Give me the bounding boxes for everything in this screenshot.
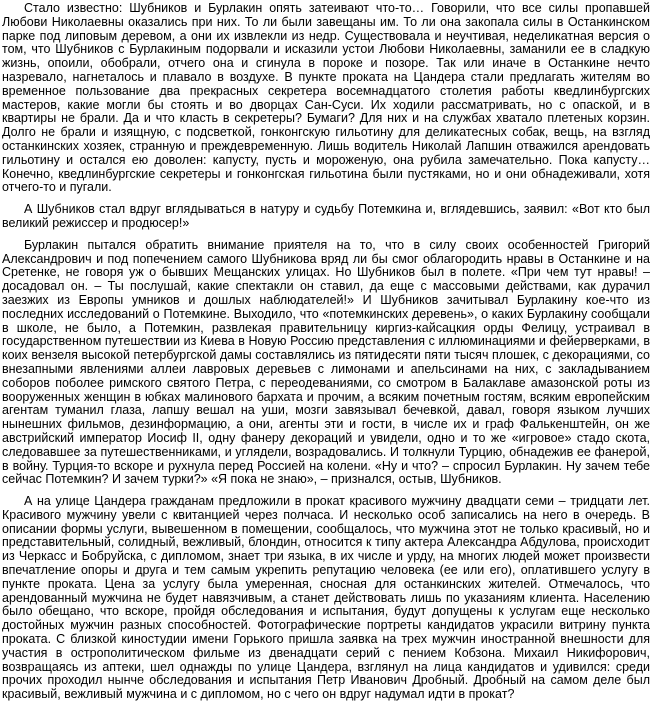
paragraph-3: Бурлакин пытался обратить внимание приятеля на то, что в силу своих особенностей Григорий Александрович и под попечением самого Шубникова вряд ли бы смог облагородить нравы в Останкине и на Сретенке, не говоря уж о бывших Мещанских улицах. Но Шубников был в полете. «При чем тут нравы! – досадовал он. – Ты послушай, какие спектакли он ставил, да еще с массовыми действами, как дурачил заезжих из Европы умников и дошлых наблюдателей!» И Шубников зачитывал Бурлакину кое-что из последних исследований о Потемкине. Выходило, что «потемкинских деревень», о каких Бурлакину сообщали в школе, не было, а Потемкин, развлекая правительницу киргиз-кайсацкия орды Фелицу, устраивал в государственном путешествии из Киева в Новую Россию представления с иллюминациями и фейерверками, в коих вензеля высокой петербургской дамы составлялись из пятидесяти пяти тысяч плошек, с декорациями, со внезапными явлениями аллеи лавровых деревьев с лимонами и апельсинами на них, с закладыванием соборов поболее римского святого Петра, с переодеваниями, со смотром в Балаклаве амазонской роты из вооруженных женщин в юбках малинового бархата и прочим, а всяким почетным гостям, всяким европейским агентам туманил глаза, лапшу вешал на уши, мозги завязывал бечевкой, давал, говоря языком лучших нынешних фильмов, дезинформацию, а они, агенты эти и гости, в числе их и граф Фалькенштейн, он же австрийский император Иосиф II, одну фанеру декораций и увидели, одно и то же «игровое» стадо скота, следовавшее за путешественниками, и углядели, возрадовались. И толкнули Турцию, обнадежив ее фанерой, в войну. Турция-то вскоре и рухнула перед Россией на колени. «Ну и что? – спросил Бурлакин. Ну зачем тебе сейчас Потемкин? И зачем турки?» «Я пока не знаю», – признался, остыв, Шубников. xyxy=(2,237,650,487)
paragraph-1: Стало известно: Шубников и Бурлакин опять затеивают что-то… Говорили, что все силы пропавшей Любови Николаевны оказались при них. То ли были завещаны им. То ли она закопала силы в Останкинском парке под липовым деревом, а они их извлекли из недр. Существовала и неучтивая, неделикатная версия о том, что Шубников с Бурлакиным подорвали и исказили устои Любови Николаевны, заманили ее в сладкую жизнь, опоили, обобрали, отчего она и сгинула в пороке и позоре. Так или иначе в Останкине нечто назревало, нагнеталось и плавало в воздухе. В пункте проката на Цандера стали предлагать жителям во временное пользование два прекрасных секретера восемнадцатого столетия работы кведлинбургских мастеров, какие могли бы стоять и во дворцах Сан-Суси. Их ходили рассматривать, но с опаской, и в квартиры не брали. Да и что класть в секретеры? Бумаги? Для них и на службах хватало плетеных корзин. Долго не брали и изящную, с подсветкой, гонконгскую гильотину для деликатесных собак, вещь, на взгляд останкинских хозяек, странную и преждевременную. Лишь водитель Николай Лапшин отважился арендовать гильотину и остался ею доволен: капусту, пусть и мороженую, она рубила замечательно. Пока капусту… Конечно, кведлинбургские секретеры и гонконгская гильотина были пустяками, но и они обнадеживали, хотя отчего-то и пугали. xyxy=(2,1,650,195)
paragraph-2: А Шубников стал вдруг вглядываться в натуру и судьбу Потемкина и, вглядевшись, заявил: «Вот кто был великий режиссер и продюсер!» xyxy=(2,202,650,230)
paragraph-4: А на улице Цандера гражданам предложили в прокат красивого мужчину двадцати семи – тридцати лет. Красивого мужчину увели с квитанцией через полчаса. И несколько особ записались на него в очередь. В описании формы услуги, вывешенном в помещении, сообщалось, что мужчина этот не только красивый, но и представительный, солидный, вежливый, блондин, относится к типу актера Александра Абдулова, происходит из Черкасс и Бобруйска, с дипломом, знает три языка, в их числе и урду, на многих людей может произвести впечатление опоры и друга и тем самым укрепить репутацию человека (ее или его), оплатившего услугу в пункте проката. Цена за услугу была умеренная, сносная для останкинских жителей. Отмечалось, что арендованный мужчина не будет навязчивым, а станет действовать лишь по указаниям клиента. Населению было обещано, что вскоре, пройдя обследования и испытания, будут допущены к услугам еще несколько достойных мужчин разных способностей. Фотографические портреты кандидатов украсили витрину пункта проката. С близкой киностудии имени Горького пришла заявка на трех мужчин иностранной внешности для участия в острополитическом фильме из двенадцати серий с пением Кобзона. Михаил Никифорович, возвращаясь из аптеки, шел однажды по улице Цандера, взглянул на лица кандидатов и удивился: среди прочих проходил нынче обследования и испытания Петр Иванович Дробный. Дробный на самом деле был красивый, вежливый мужчина и с дипломом, но с чего он вдруг надумал идти в прокат? xyxy=(2,494,650,702)
